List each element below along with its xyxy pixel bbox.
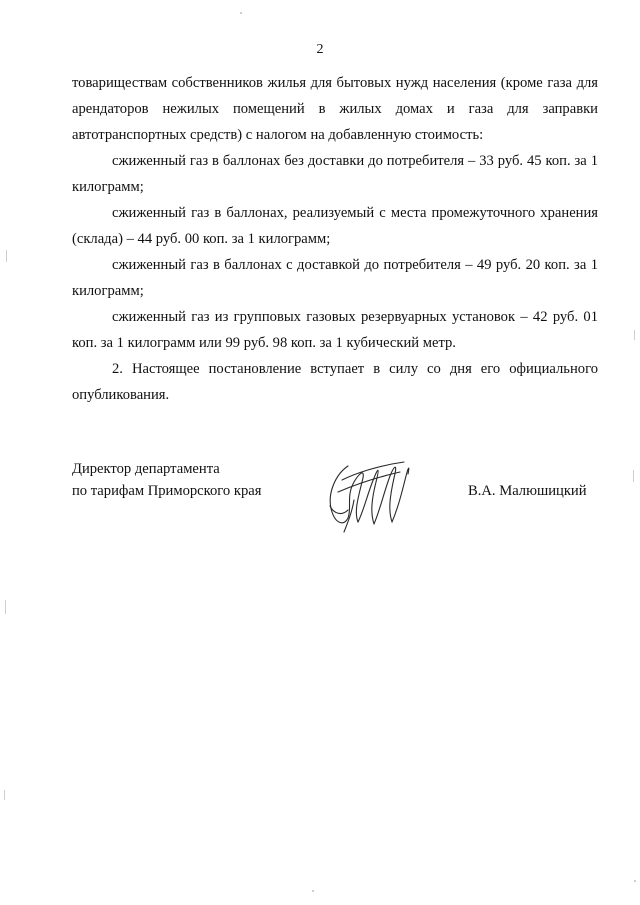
document-body [72,70,598,408]
scan-speck [4,790,5,800]
paragraph-effective-date: 2. Настоящее постановление вступает в силу со дня его официального опубликования. [72,361,598,403]
page-number: 2 [316,42,324,57]
scan-speck [633,470,634,482]
signatory-title-line2: по тарифам Приморского края [72,483,262,499]
paragraph-price-delivery: сжиженный газ в баллонах с доставкой до потребителя – 49 руб. 20 коп. за 1 килограмм; [72,257,598,299]
handwritten-signature [318,452,418,538]
paragraph-price-group-installations: сжиженный газ из групповых газовых резервуарных установок – 42 руб. 01 коп. за 1 килограмм или 99 руб. 98 коп. за 1 кубический метр. [72,309,598,351]
scan-speck [5,600,6,614]
scan-speck [240,12,242,14]
scan-speck [312,890,314,892]
scan-speck [634,880,636,882]
signatory-title [72,458,261,502]
scan-speck [634,330,635,340]
paragraph-price-storage: сжиженный газ в баллонах, реализуемый с места промежуточного хранения (склада) – 44 руб. 00 коп. за 1 килограмм; [72,205,598,247]
scan-speck [6,250,7,262]
paragraph-price-no-delivery: сжиженный газ в баллонах без доставки до потребителя – 33 руб. 45 коп. за 1 килограмм; [72,153,598,195]
signatory-name: В.А. Малюшицкий [468,483,587,499]
paragraph-intro: товариществам собственников жилья для бытовых нужд населения (кроме газа для арендаторов нежилых помещений в жилых домах и газа для заправки автотранспортных средств) с налогом на добавленную стоимость: [72,75,598,143]
signatory-title-line1: Директор департамента [72,461,220,477]
